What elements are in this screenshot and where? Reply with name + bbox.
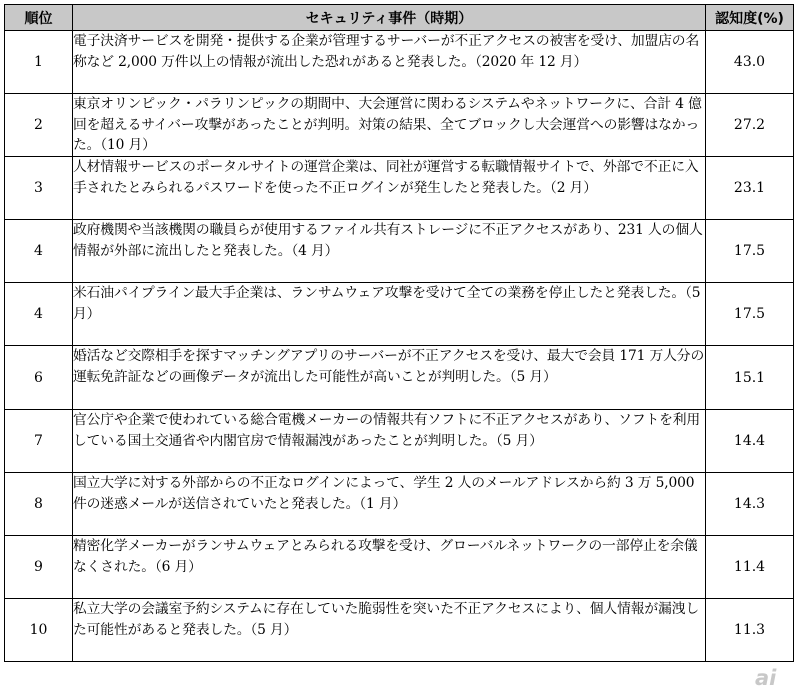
awareness-cell: 17.5 [706,220,794,283]
event-cell: 電子決済サービスを開発・提供する企業が管理するサーバーが不正アクセスの被害を受け、加盟店の名称など 2,000 万件以上の情報が流出した恐れがあると発表した。（2020 年 12 月） [73,31,706,94]
rank-cell: 3 [5,157,73,220]
table-row [5,473,794,536]
event-cell: 官公庁や企業で使われている総合電機メーカーの情報共有ソフトに不正アクセスがあり、ソフトを利用している国土交通省や内閣官房で情報漏洩があったことが判明した。（5 月） [73,410,706,473]
table-row [5,599,794,662]
event-cell: 婚活など交際相手を探すマッチングアプリのサーバーが不正アクセスを受け、最大で会員 171 万人分の運転免許証などの画像データが流出した可能性が高いことが判明した。（5 月） [73,346,706,410]
table-row [5,220,794,283]
event-cell: 私立大学の会議室予約システムに存在していた脆弱性を突いた不正アクセスにより、個人情報が漏洩した可能性があると発表した。（5 月） [73,599,706,662]
awareness-cell: 14.3 [706,473,794,536]
table-header-row [5,5,794,31]
table-row [5,283,794,346]
rank-cell: 1 [5,31,73,94]
rank-cell: 4 [5,220,73,283]
awareness-cell: 27.2 [706,94,794,157]
event-cell: 人材情報サービスのポータルサイトの運営企業は、同社が運営する転職情報サイトで、外部で不正に入手されたとみられるパスワードを使った不正ログインが発生したと発表した。（2 月） [73,157,706,220]
event-column-header: セキュリティ事件（時期） [73,5,706,31]
event-cell: 米石油パイプライン最大手企業は、ランサムウェア攻撃を受けて全ての業務を停止したと発表した。（5 月） [73,283,706,346]
awareness-cell: 23.1 [706,157,794,220]
rank-column-header: 順位 [5,5,73,31]
event-cell: 精密化学メーカーがランサムウェアとみられる攻撃を受け、グローバルネットワークの一部停止を余儀なくされた。（6 月） [73,536,706,599]
event-cell: 国立大学に対する外部からの不正なログインによって、学生 2 人のメールアドレスから約 3 万 5,000 件の迷惑メールが送信されていたと発表した。（1 月） [73,473,706,536]
awareness-cell: 43.0 [706,31,794,94]
rank-cell: 9 [5,536,73,599]
event-cell: 政府機関や当該機関の職員らが使用するファイル共有ストレージに不正アクセスがあり、231 人の個人情報が外部に流出したと発表した。（4 月） [73,220,706,283]
event-cell: 東京オリンピック・パラリンピックの期間中、大会運営に関わるシステムやネットワークに、合計 4 億回を超えるサイバー攻撃があったことが判明。対策の結果、全てブロックし大会運営への影響はなかった。（10 月） [73,94,706,157]
ai-watermark-logo [754,665,788,689]
table-row [5,410,794,473]
rank-cell: 10 [5,599,73,662]
rank-cell: 2 [5,94,73,157]
rank-cell: 4 [5,283,73,346]
table-row [5,536,794,599]
security-incidents-table [4,4,794,662]
rank-cell: 7 [5,410,73,473]
rank-cell: 8 [5,473,73,536]
table-row [5,346,794,410]
awareness-cell: 15.1 [706,346,794,410]
table-row [5,157,794,220]
awareness-cell: 11.3 [706,599,794,662]
awareness-cell: 11.4 [706,536,794,599]
table-row [5,31,794,94]
watermark-text: ai [755,666,777,689]
table-row [5,94,794,157]
awareness-cell: 14.4 [706,410,794,473]
awareness-cell: 17.5 [706,283,794,346]
awareness-column-header: 認知度(%) [706,5,794,31]
rank-cell: 6 [5,346,73,410]
